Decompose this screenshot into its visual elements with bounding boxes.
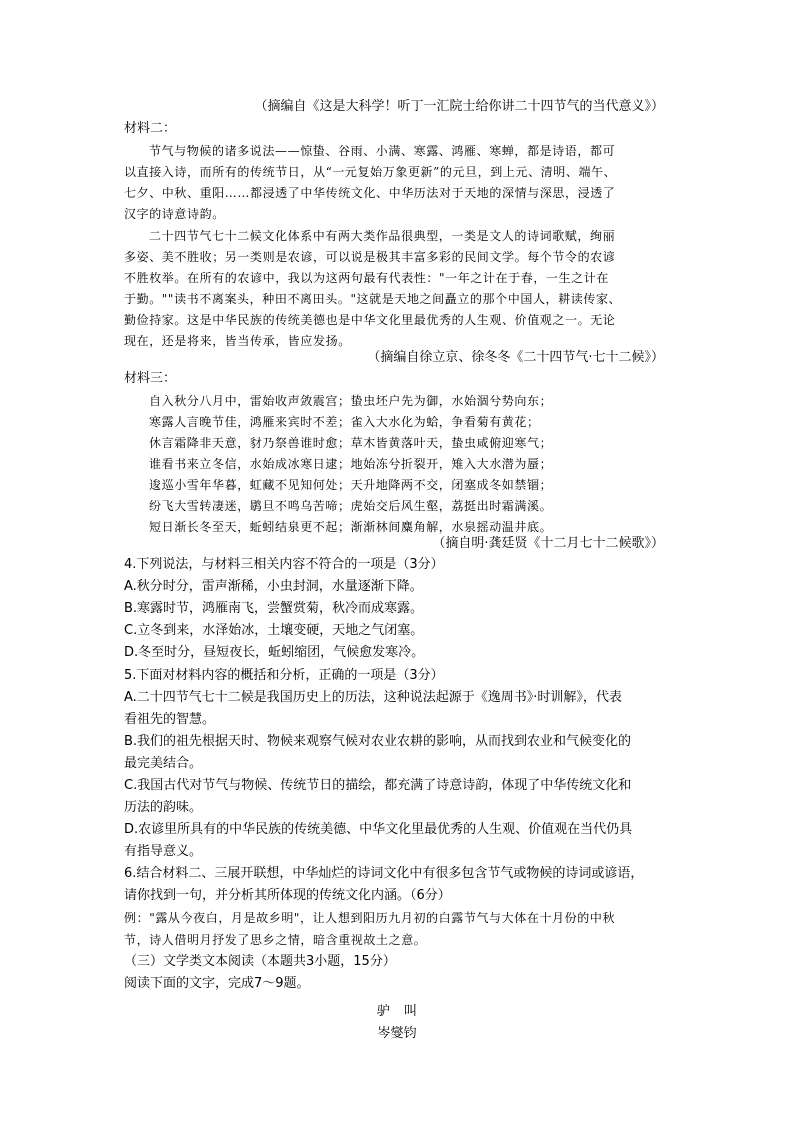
source-citation-3: （摘自明·龚廷贤《十二月七十二候歌》） (432, 536, 664, 551)
question-6-example-line: 例："露从今夜白，月是故乡明"，让人想到阳历九月初的白露节气与大体在十月份的中秋 (124, 911, 616, 925)
material-2-p2-line: 多姿、美不胜收；另一类则是农谚，可以说是极其丰富多彩的民间文学。每个节令的农谚 (124, 250, 616, 264)
material-2-p1-line: 七夕、中秋、重阳……都浸透了中华传统文化、中华历法对于天地的深情与深思，浸透了 (124, 186, 616, 200)
question-5-line: 看祖先的智慧。 (124, 712, 216, 727)
poem-line: 谁看书来立冬信，水始成冰寒日逮；地始冻兮折裂开，雉入大水潜为蜃； (149, 457, 553, 471)
source-citation-1: （摘编自《这是大科学！听丁一汇院士给你讲二十四节气的当代意义》） (254, 99, 664, 114)
source-citation-2: （摘编自徐立京、徐冬冬《二十四节气·七十二候》） (367, 350, 664, 365)
question-6-example-line: 节，诗人借明月抒发了思乡之情，暗含重视故土之意。 (124, 933, 427, 947)
material-2-heading: 材料二： (124, 121, 177, 136)
poem-line: 休言霜降非天意，豺乃祭兽谁时愈；草木皆黄落叶天，蛰虫咸俯迎寒气； (149, 436, 553, 450)
question-4-option: C.立冬到来，水泽始冰，土壤变硬，天地之气闭塞。 (124, 623, 424, 638)
material-3-heading: 材料三： (124, 371, 177, 386)
poem-line: 逡巡小雪年华暮，虹藏不见知何处；天升地降两不交，闭塞成冬如禁锢； (149, 478, 553, 492)
question-6-line: 6.结合材料二、三展开联想，中华灿烂的诗词文化中有很多包含节气或物候的诗词或谚语， (124, 866, 644, 881)
material-2-p2-line: 于勤。""读书不离案头，种田不离田头。"这就是天地之间矗立的那个中国人，耕读传家、 (124, 292, 622, 306)
material-2-p2-line: 现在，还是将来，皆当传承，皆应发扬。 (124, 334, 351, 348)
material-2-p2-line: 不胜枚举。在所有的农谚中，我以为这两句最有代表性："一年之计在于春，一生之计在 (124, 271, 609, 285)
material-2-p1-line: 节气与物候的诸多说法——惊蛰、谷雨、小满、寒露、鸿雁、寒蝉，都是诗语，都可 (149, 144, 616, 158)
poem-line: 纷飞大雪转凄迷，鹖旦不鸣乌苦啼；虎始交后风生壑，荔挺出时霜满溪。 (149, 499, 553, 513)
question-5-line: B.我们的祖先根据天时、物候来观察气候对农业农耕的影响，从而找到农业和气候变化的 (124, 734, 632, 749)
story-title: 驴 叫 (376, 1004, 418, 1019)
material-2-p2-line: 二十四节气七十二候文化体系中有两大类作品很典型，一类是文人的诗词歌赋，绚丽 (149, 229, 616, 243)
question-5-line: C.我国古代对节气与物候、传统节日的描绘，都充满了诗意诗韵，体现了中华传统文化和 (124, 778, 632, 793)
poem-line: 自入秋分八月中，雷始收声敛震宫；蛰虫坯户先为御，水始涸兮势向东； (149, 394, 553, 408)
section-3-heading: （三）文学类文本阅读（本题共3小题，15分） (124, 954, 396, 969)
question-5-line: D.农谚里所具有的中华民族的传统美德、中华文化里最优秀的人生观、价值观在当代仍具 (124, 822, 633, 837)
question-5-stem: 5.下面对材料内容的概括和分析，正确的一项是（3分） (124, 668, 444, 683)
reading-instruction: 阅读下面的文字，完成7～9题。 (124, 976, 310, 991)
question-5-line: 有指导意义。 (124, 844, 203, 859)
material-2-p2-line: 勤俭持家。这是中华民族的传统美德也是中华文化里最优秀的人生观、价值观之一。无论 (124, 313, 616, 327)
question-4-option: B.寒露时节，鸿雁南飞，尝蟹赏菊，秋冷而成寒露。 (124, 601, 424, 616)
story-author: 岑燮钧 (377, 1026, 417, 1041)
question-4-option: A.秋分时分，雷声渐稀，小虫封洞，水量逐渐下降。 (124, 579, 423, 594)
material-2-p1-line: 以直接入诗，而所有的传统节日，从“一元复始万象更新”的元旦，到上元、清明、端午、 (124, 165, 617, 179)
question-5-line: 最完美结合。 (124, 756, 203, 771)
question-5-line: 历法的韵味。 (124, 800, 203, 815)
question-6-line: 请你找到一句，并分析其所体现的传统文化内涵。（6分） (124, 888, 451, 903)
question-4-stem: 4.下列说法，与材料三相关内容不符合的一项是（3分） (124, 557, 444, 572)
question-5-line: A.二十四节气七十二候是我国历史上的历法，这种说法起源于《逸周书》·时训解》，代表 (124, 690, 622, 705)
poem-line: 短日渐长冬至天，蚯蚓结泉更不起；渐渐林间麋角解，水泉摇动温井底。 (149, 520, 553, 534)
material-2-p1-line: 汉字的诗意诗韵。 (124, 207, 225, 221)
question-4-option: D.冬至时分，昼短夜长，蚯蚓缩团，气候愈发寒冷。 (124, 645, 425, 660)
poem-line: 寒露人言晚节佳，鸿雁来宾时不差；雀入大水化为蛤，争看菊有黄花； (149, 415, 540, 429)
